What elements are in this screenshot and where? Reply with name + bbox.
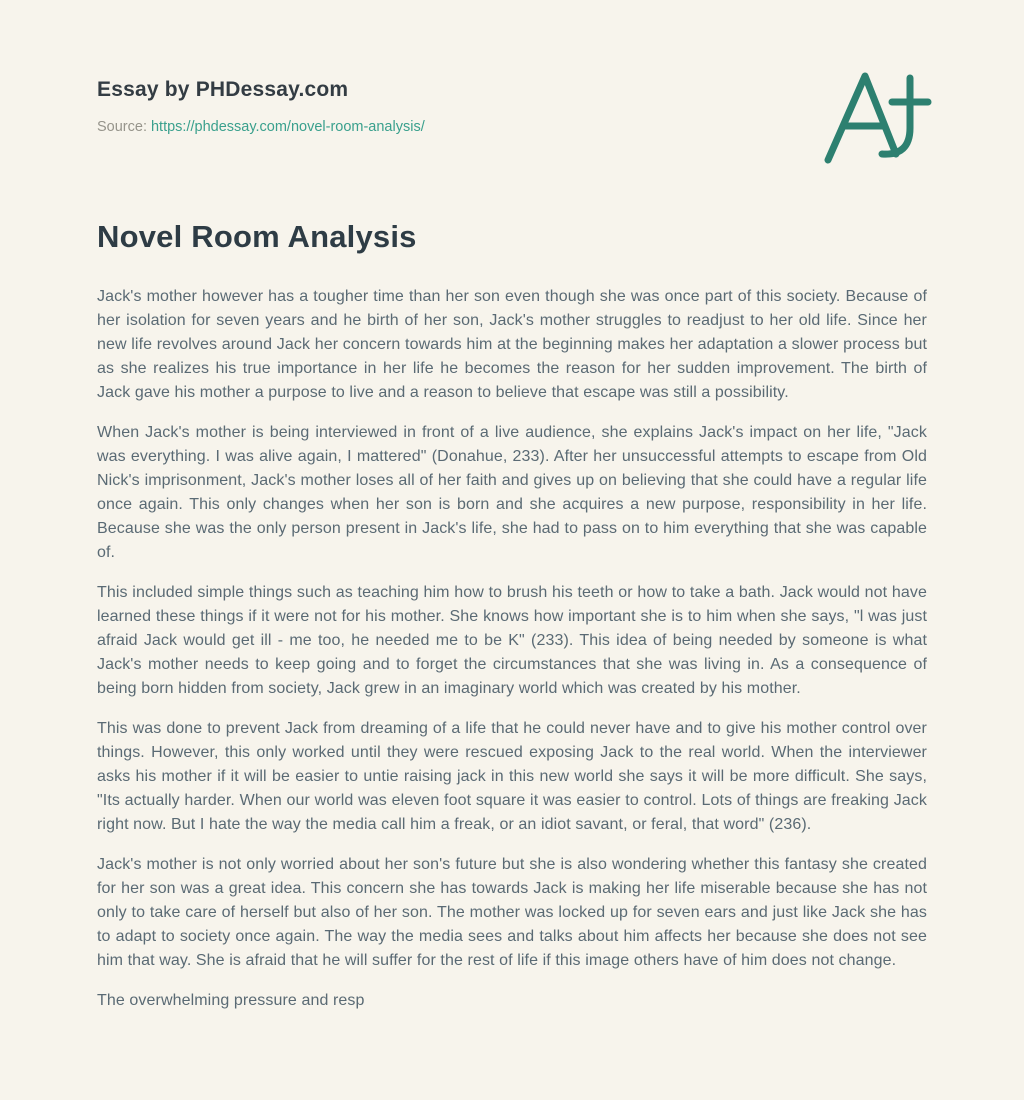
source-label: Source: [97,119,147,135]
paragraph: Jack's mother is not only worried about her son's future but she is also wondering whether this fantasy she created for her son was a great idea. This concern she has towards Jack is making her life miserable because she has not only to take care of herself but also of her son. The mother was locked up for seven ears and just like Jack she has to adapt to society once again. The way the media sees and talks about him affects her because she does not see him that way. She is afraid that he will suffer for the rest of life if this image others have of him does not change. [97,856,927,969]
paragraph: This included simple things such as teaching him how to brush his teeth or how to take a bath. Jack would not have learned these things if it were not for his mother. She knows how important she is to him when she says, "l was just afraid Jack would get ill - me too, he needed me to be K" (233). This idea of being needed by someone is what Jack's mother needs to keep going and to forget the circumstances that she was living in. As a consequence of being born hidden from society, Jack grew in an imaginary world which was created by his mother. [97,584,927,697]
source-line [97,119,927,135]
paragraph: This was done to prevent Jack from dreaming of a life that he could never have and to give his mother control over things. However, this only worked until they were rescued exposing Jack to the real world. When the interviewer asks his mother if it will be easier to untie raising jack in this new world she says it will be more difficult. She says, "Its actually harder. When our world was eleven foot square it was easier to control. Lots of things are freaking Jack right now. But I hate the way the media call him a freak, or an idiot savant, or feral, that word" (236). [97,720,927,833]
page-title: Novel Room Analysis [97,219,417,254]
paragraph: Jack's mother however has a tougher time than her son even though she was once part of this society. Because of her isolation for seven years and he birth of her son, Jack's mother struggles to readjust to her old life. Since her new life revolves around Jack her concern towards him at the beginning makes her adaptation a slower process but as she realizes his true importance in her life he becomes the reason for her sudden improvement. The birth of Jack gave his mother a purpose to live and a reason to believe that escape was still a possibility. [97,288,927,401]
article-body [97,285,927,1013]
source-url-link[interactable]: https://phdessay.com/novel-room-analysis/ [150,119,425,135]
paragraph: The overwhelming pressure and resp [97,992,365,1009]
phdessay-a-plus-logo [822,68,932,164]
essay-byline: Essay by PHDessay.com [97,78,349,101]
paragraph: When Jack's mother is being interviewed in front of a live audience, she explains Jack's impact on her life, "Jack was everything. I was alive again, I mattered" (Donahue, 233). After her unsuccessful attempts to escape from Old Nick's imprisonment, Jack's mother loses all of her faith and gives up on believing that she could have a regular life once again. This only changes when her son is born and she acquires a new purpose, responsibility in her life. Because she was the only person present in Jack's life, she had to pass on to him everything that she was capable of. [97,424,927,561]
